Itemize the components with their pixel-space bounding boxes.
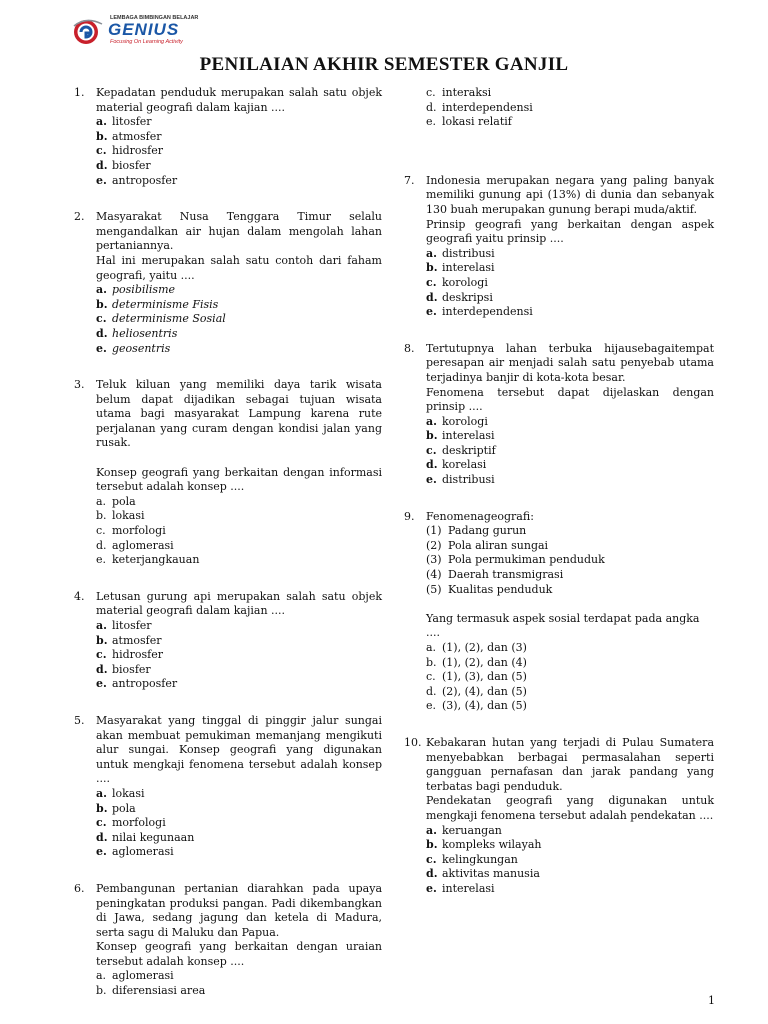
question-prompt: Yang termasuk aspek sosial terdapat pada angka .... <box>426 611 700 640</box>
option-text: atmosfer <box>112 129 162 143</box>
option-text: litosfer <box>112 115 152 129</box>
question-number: 3. <box>74 378 85 392</box>
options-list <box>426 247 714 320</box>
option-letter: a. <box>96 786 107 800</box>
options-list <box>426 415 714 488</box>
question-number: 6. <box>74 881 85 895</box>
option-letter: e. <box>96 553 107 567</box>
option-letter: a. <box>426 641 437 654</box>
option-letter: e. <box>426 881 437 895</box>
option-text: deskriptif <box>442 443 496 457</box>
option-letter: c. <box>426 275 437 289</box>
option-letter: c. <box>96 648 107 662</box>
option-item <box>426 685 714 700</box>
option-item <box>96 634 382 649</box>
option-text: posibilisme <box>112 283 176 297</box>
question-stem <box>96 590 382 619</box>
phenomenon-number: (2) <box>426 538 442 552</box>
phenomenon-number: (5) <box>426 582 442 596</box>
option-letter: b. <box>96 297 108 311</box>
question-6-continued <box>404 86 714 130</box>
right-column <box>404 86 714 897</box>
option-text: keterjangkauan <box>112 553 200 567</box>
option-letter: b. <box>96 129 108 143</box>
option-item <box>426 473 714 488</box>
question-number: 1. <box>74 86 85 99</box>
option-text: korologi <box>442 275 488 289</box>
option-text: interelasi <box>442 881 495 895</box>
phenomenon-text: Kualitas penduduk <box>448 582 553 596</box>
option-letter: a. <box>426 823 437 837</box>
question-stem <box>96 378 382 495</box>
option-text: distribusi <box>442 473 495 487</box>
option-item <box>426 305 714 320</box>
question <box>404 174 714 320</box>
option-text: (3), (4), dan (5) <box>442 699 527 713</box>
option-item <box>96 648 382 663</box>
option-item <box>426 458 714 473</box>
option-text: atmosfer <box>112 633 162 647</box>
option-letter: c. <box>96 524 106 538</box>
stem-paragraph: Masyarakat yang tinggal di pinggir jalur sungai akan membuat pemukiman memanjang mengikuti alur sungai. Konsep geografi yang digunakan untuk mengkaji fenomena tersebut adalah konsep .... <box>96 713 382 786</box>
option-letter: a. <box>96 283 107 297</box>
option-text: antroposfer <box>112 173 178 187</box>
stem-paragraph: Kebakaran hutan yang terjadi di Pulau Sumatera menyebabkan berbagai permasalahan seperti gangguan pernafasan dan jarak pandang yang terbatas bagi penduduk. <box>426 735 714 793</box>
option-text: aglomerasi <box>112 538 174 552</box>
option-letter: c. <box>96 144 107 158</box>
option-text: aglomerasi <box>112 969 174 983</box>
option-text: korologi <box>442 414 488 428</box>
option-letter: a. <box>96 969 107 983</box>
option-item <box>426 444 714 459</box>
option-letter: e. <box>426 473 437 487</box>
option-item <box>96 312 382 327</box>
phenomenon-item <box>426 583 714 598</box>
option-letter: b. <box>426 261 438 275</box>
stem-paragraph: Pembangunan pertanian diarahkan pada upaya peningkatan produksi pangan. Padi dikembangkan di Jawa, sedang jagung dan ketela di Madura, serta sagu di Maluku dan Papua. <box>96 881 382 939</box>
option-letter: d. <box>426 867 438 881</box>
option-letter: a. <box>96 494 107 508</box>
option-text: geosentris <box>112 341 171 355</box>
option-item <box>96 539 382 554</box>
option-letter: c. <box>426 852 437 866</box>
option-text: interaksi <box>442 86 492 99</box>
option-item <box>96 283 382 298</box>
option-item <box>426 641 714 656</box>
option-letter: e. <box>96 341 107 355</box>
option-letter: d. <box>426 458 438 472</box>
stem-paragraph: Masyarakat Nusa Tenggara Timur selalu mengandalkan air hujan dalam mengolah lahan pertaniannya. <box>96 210 382 253</box>
option-letter: d. <box>96 326 108 340</box>
stem-paragraph: Teluk kiluan yang memiliki daya tarik wisata belum dapat dijadikan sebagai tujuan wisata utama bagi masyarakat Lampung karena rute perjalanan yang curam dengan kondisi jalan yang rusak. <box>96 378 382 450</box>
option-text: (1), (2), dan (3) <box>442 641 527 654</box>
option-text: biosfer <box>112 662 151 676</box>
option-text: nilai kegunaan <box>112 830 195 844</box>
options-list <box>96 787 382 860</box>
option-letter: a. <box>426 246 437 260</box>
options-list <box>426 824 714 897</box>
options-list <box>96 283 382 356</box>
question <box>74 86 382 188</box>
option-text: hidrosfer <box>112 144 164 158</box>
question-stem <box>426 510 714 525</box>
stem-paragraph: Fenomena tersebut dapat dijelaskan dengan prinsip .... <box>426 385 714 414</box>
option-item <box>426 699 714 714</box>
phenomenon-number: (4) <box>426 568 442 582</box>
phenomenon-item <box>426 539 714 554</box>
question <box>74 210 382 356</box>
option-text: (1), (2), dan (4) <box>442 655 527 669</box>
question-number: 8. <box>404 341 415 355</box>
option-item <box>96 845 382 860</box>
question <box>74 882 382 999</box>
option-text: lokasi <box>112 509 145 523</box>
phenomenon-item <box>426 553 714 568</box>
option-item <box>96 663 382 678</box>
stem-paragraph: Konsep geografi yang berkaitan dengan uraian tersebut adalah konsep .... <box>96 940 382 968</box>
question-stem <box>96 210 382 283</box>
option-text: diferensiasi area <box>112 984 206 998</box>
option-text: interdependensi <box>442 100 533 114</box>
option-item <box>426 867 714 882</box>
option-text: aktivitas manusia <box>442 867 540 881</box>
page-number: 1 <box>708 994 715 1007</box>
question-stem <box>426 342 714 415</box>
option-text: aglomerasi <box>112 845 174 859</box>
option-text: litosfer <box>112 619 152 632</box>
option-item <box>96 509 382 524</box>
option-letter: a. <box>426 414 437 428</box>
option-text: (1), (3), dan (5) <box>442 670 527 684</box>
options-list <box>426 641 714 714</box>
option-text: lokasi relatif <box>442 115 512 129</box>
option-item <box>96 298 382 313</box>
stem-paragraph: Tertutupnya lahan terbuka hijausebagaitempat peresapan air menjadi salah satu penyebab utama terjadinya banjir di kota-kota besar. <box>426 341 714 384</box>
option-item <box>96 327 382 342</box>
option-item <box>426 429 714 444</box>
option-letter: e. <box>426 699 437 713</box>
option-text: biosfer <box>112 158 151 172</box>
option-item <box>96 787 382 802</box>
question <box>74 714 382 860</box>
question-number: 2. <box>74 210 85 224</box>
option-letter: c. <box>426 86 436 99</box>
question <box>404 736 714 897</box>
option-item <box>96 524 382 539</box>
question-number: 9. <box>404 509 415 523</box>
left-column <box>74 86 382 999</box>
option-text: determinisme Sosial <box>112 312 226 326</box>
option-text: interelasi <box>442 429 495 443</box>
logo-brand: GENIUS <box>108 20 180 39</box>
option-item <box>96 619 382 634</box>
question-number: 4. <box>74 589 85 603</box>
question-stem <box>426 736 714 824</box>
phenomenon-text: Pola aliran sungai <box>448 538 549 552</box>
option-text: kelingkungan <box>442 852 518 866</box>
option-item <box>96 831 382 846</box>
option-text: interelasi <box>442 261 495 275</box>
option-letter: e. <box>426 305 437 319</box>
option-item <box>426 882 714 897</box>
stem-paragraph: Fenomenageografi: <box>426 509 534 523</box>
option-item <box>426 656 714 671</box>
option-letter: d. <box>96 830 108 844</box>
question-number: 5. <box>74 713 85 727</box>
option-letter: d. <box>96 158 108 172</box>
option-text: kompleks wilayah <box>442 838 542 852</box>
option-letter: c. <box>426 670 436 684</box>
option-item <box>96 495 382 510</box>
option-item <box>426 670 714 685</box>
options-list <box>426 86 714 130</box>
option-item <box>96 130 382 145</box>
question-stem <box>426 174 714 247</box>
logo-tagline: Focusing On Learning Activity <box>110 39 183 45</box>
option-text: morfologi <box>112 816 166 830</box>
options-list <box>96 495 382 568</box>
option-item <box>426 101 714 116</box>
logo-top-text: LEMBAGA BIMBINGAN BELAJAR <box>110 15 199 21</box>
stem-paragraph: Konsep geografi yang berkaitan dengan informasi tersebut adalah konsep .... <box>96 465 382 494</box>
option-item <box>96 984 382 999</box>
options-list <box>96 115 382 188</box>
option-letter: a. <box>96 115 107 129</box>
phenomena-list <box>426 524 714 597</box>
question-stem <box>96 714 382 787</box>
option-item <box>426 276 714 291</box>
option-letter: d. <box>426 290 438 304</box>
options-list <box>96 969 382 998</box>
option-text: pola <box>112 801 136 815</box>
question-stem <box>96 882 382 970</box>
option-text: heliosentris <box>112 326 178 340</box>
option-letter: d. <box>426 100 437 114</box>
option-text: (2), (4), dan (5) <box>442 684 527 698</box>
option-letter: d. <box>96 538 107 552</box>
logo <box>72 14 232 48</box>
option-item <box>426 853 714 868</box>
option-text: keruangan <box>442 823 502 837</box>
option-letter: e. <box>96 845 107 859</box>
option-item <box>426 291 714 306</box>
phenomenon-text: Daerah transmigrasi <box>448 568 564 582</box>
option-item <box>426 247 714 262</box>
option-letter: b. <box>96 984 107 998</box>
option-text: distribusi <box>442 246 495 260</box>
question <box>74 590 382 692</box>
phenomenon-item <box>426 568 714 583</box>
phenomenon-text: Padang gurun <box>448 524 527 538</box>
option-letter: d. <box>96 662 108 676</box>
option-item <box>426 838 714 853</box>
option-item <box>96 144 382 159</box>
option-item <box>96 969 382 984</box>
question-number: 7. <box>404 173 415 187</box>
question <box>404 342 714 488</box>
option-item <box>96 553 382 568</box>
stem-paragraph: Kepadatan penduduk merupakan salah satu objek material geografi dalam kajian .... <box>96 86 382 114</box>
phenomenon-item <box>426 524 714 539</box>
option-letter: c. <box>426 443 437 457</box>
option-letter: c. <box>96 816 107 830</box>
option-text: morfologi <box>112 524 166 538</box>
stem-paragraph: Pendekatan geografi yang digunakan untuk mengkaji fenomena tersebut adalah pendekatan .... <box>426 794 714 822</box>
phenomenon-number: (1) <box>426 524 442 538</box>
option-item <box>96 342 382 357</box>
option-item <box>96 159 382 174</box>
question-number: 10. <box>404 735 422 749</box>
option-text: lokasi <box>112 786 145 800</box>
option-item <box>426 261 714 276</box>
stem-paragraph: Prinsip geografi yang berkaitan dengan aspek geografi yaitu prinsip .... <box>426 217 714 246</box>
page-title: PENILAIAN AKHIR SEMESTER GANJIL <box>199 54 569 75</box>
option-letter: b. <box>96 801 108 815</box>
options-list <box>96 619 382 692</box>
option-item <box>96 115 382 130</box>
question <box>404 510 714 714</box>
stem-paragraph: Letusan gurung api merupakan salah satu objek material geografi dalam kajian .... <box>96 589 382 618</box>
option-letter: c. <box>96 312 107 326</box>
option-text: determinisme Fisis <box>112 297 219 311</box>
option-letter: b. <box>426 429 438 443</box>
stem-paragraph: Hal ini merupakan salah satu contoh dari faham geografi, yaitu .... <box>96 253 382 282</box>
option-item <box>96 802 382 817</box>
option-item <box>96 174 382 189</box>
question-stem <box>96 86 382 115</box>
option-letter: a. <box>96 619 107 632</box>
option-letter: b. <box>426 655 437 669</box>
option-letter: b. <box>426 838 438 852</box>
option-letter: e. <box>96 677 107 691</box>
option-text: interdependensi <box>442 305 533 319</box>
option-text: pola <box>112 494 136 508</box>
option-text: hidrosfer <box>112 648 164 662</box>
option-text: deskripsi <box>442 290 493 304</box>
option-letter: e. <box>96 173 107 187</box>
option-text: korelasi <box>442 458 487 472</box>
option-text: antroposfer <box>112 677 178 691</box>
option-item <box>426 415 714 430</box>
stem-paragraph: Indonesia merupakan negara yang paling banyak memiliki gunung api (13%) di dunia dan sebanyak 130 buah merupakan gunung berapi muda/aktif. <box>426 173 714 216</box>
phenomenon-text: Pola permukiman penduduk <box>448 553 605 567</box>
option-letter: b. <box>96 633 108 647</box>
phenomenon-number: (3) <box>426 553 442 567</box>
option-item <box>426 115 714 130</box>
question <box>74 378 382 568</box>
option-item <box>426 86 714 101</box>
option-letter: d. <box>426 684 437 698</box>
option-item <box>426 824 714 839</box>
option-item <box>96 816 382 831</box>
option-letter: b. <box>96 509 107 523</box>
option-letter: e. <box>426 115 437 129</box>
option-item <box>96 677 382 692</box>
